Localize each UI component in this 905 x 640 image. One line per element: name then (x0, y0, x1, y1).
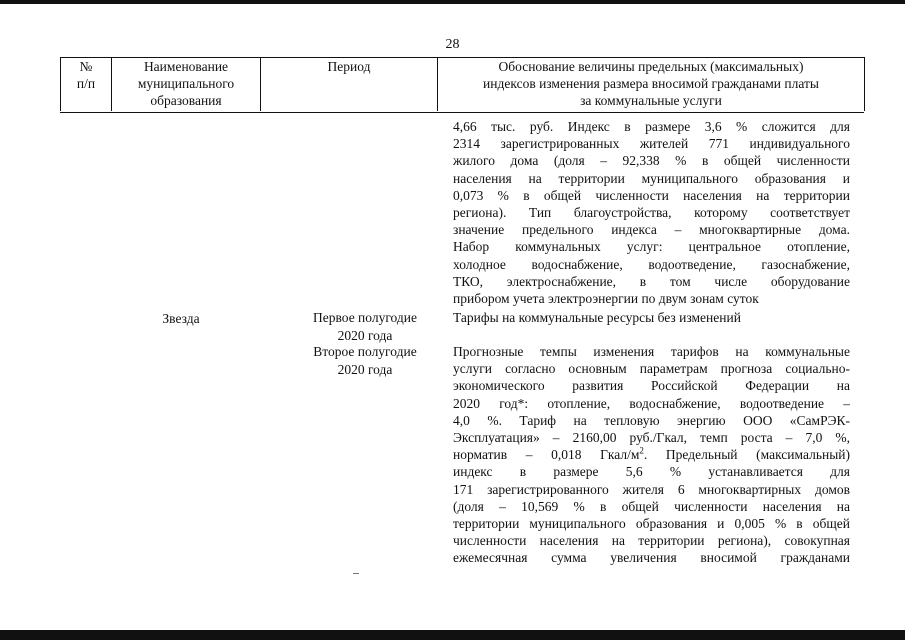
text-line: Тарифы на коммунальные ресурсы без изменений (453, 310, 741, 325)
header-col-justification (438, 58, 864, 109)
text-line: ТКО, электроснабжение, в том числе оборудование (453, 273, 850, 289)
municipality-name: Звезда (162, 311, 200, 326)
page-number: 28 (445, 37, 460, 52)
text-line: 171 зарегистрированного жителя 6 многоквартирных домов (453, 481, 850, 497)
text-line: 0,073 % в общей численности населения на территории (453, 187, 850, 203)
header-col-name-line: образования (150, 93, 222, 108)
text-line: норматив – 0,018 Гкал/$м^2$. Предельный (максимальный) (453, 446, 850, 463)
top-border (0, 0, 905, 4)
period2-justification (453, 343, 850, 567)
period-line: Второе полугодие (313, 344, 417, 359)
text-line: (доля – 10,569 % в общей численности населения на (453, 498, 850, 514)
period-line: 2020 года (337, 328, 393, 343)
text-line: населения на территории муниципального образования и (453, 170, 850, 186)
text-line: индекс в размере 5,6 % устанавливается для (453, 464, 850, 480)
text-line: Эксплуатация» – 2160,00 руб./Гкал, темп роста – 7,0 %, (453, 430, 850, 446)
text-line: Набор коммунальных услуг: центральное отопление, (453, 239, 850, 255)
text-line: региона). Тип благоустройства, которому соответствует (453, 205, 850, 221)
period-second-half (300, 343, 430, 379)
period1-justification (453, 309, 850, 326)
header-col-number-line: п/п (76, 76, 96, 91)
text-line: услуги согласно основным параметрам прогноза социально- (453, 361, 850, 377)
header-divider (864, 57, 865, 111)
bottom-border (0, 630, 905, 640)
header-col-name-line: муниципального (137, 76, 235, 91)
text-line: 4,66 тыс. руб. Индекс в размере 3,6 % сложится для (453, 119, 850, 134)
superscript: 2 (639, 446, 644, 456)
text-line: значение предельного индекса – многоквартирные дома. (453, 222, 850, 238)
text-line: холодное водоснабжение, водоотведение, газоснабжение, (453, 256, 850, 272)
text-line: численности населения на территории региона), совокупная (453, 533, 850, 549)
header-col-name-line: Наименование (143, 59, 229, 74)
text-line: 2020 год*: отопление, водоснабжение, водоотведение – (453, 395, 850, 411)
header-col-name (112, 58, 260, 109)
header-col-justification-line: за коммунальные услуги (580, 93, 722, 108)
text-line: прибором учета электроэнергии по двум зонам суток (453, 291, 759, 307)
scan-speck (353, 573, 359, 574)
text-line: Прогнозные темпы изменения тарифов на коммунальные (453, 344, 850, 359)
header-col-justification-line: индексов изменения размера вносимой гражданами платы (483, 76, 819, 91)
text-line: экономического развития Российской Федерации на (453, 378, 850, 394)
header-col-period: Период (327, 59, 371, 74)
text-line: территории муниципального образования и 0,005 % в общей (453, 516, 850, 532)
text-line: 4,0 %. Тариф на тепловую энергию ООО «СамРЭК- (453, 412, 850, 428)
text-line: 2314 зарегистрированных жителей 771 индивидуального (453, 136, 850, 152)
text-line: ежемесячная сумма увеличения вносимой гражданами (453, 550, 850, 566)
text-line: жилого дома (доля – 92,338 % в общей численности (453, 153, 850, 169)
header-col-number (61, 58, 111, 92)
period-first-half (300, 309, 430, 345)
header-col-justification-line: Обоснование величины предельных (максимальных) (498, 59, 804, 74)
period-line: Первое полугодие (313, 310, 417, 325)
period-line: 2020 года (337, 362, 393, 377)
header-col-number-line: № (79, 59, 93, 74)
justification-block-continued (453, 118, 850, 307)
